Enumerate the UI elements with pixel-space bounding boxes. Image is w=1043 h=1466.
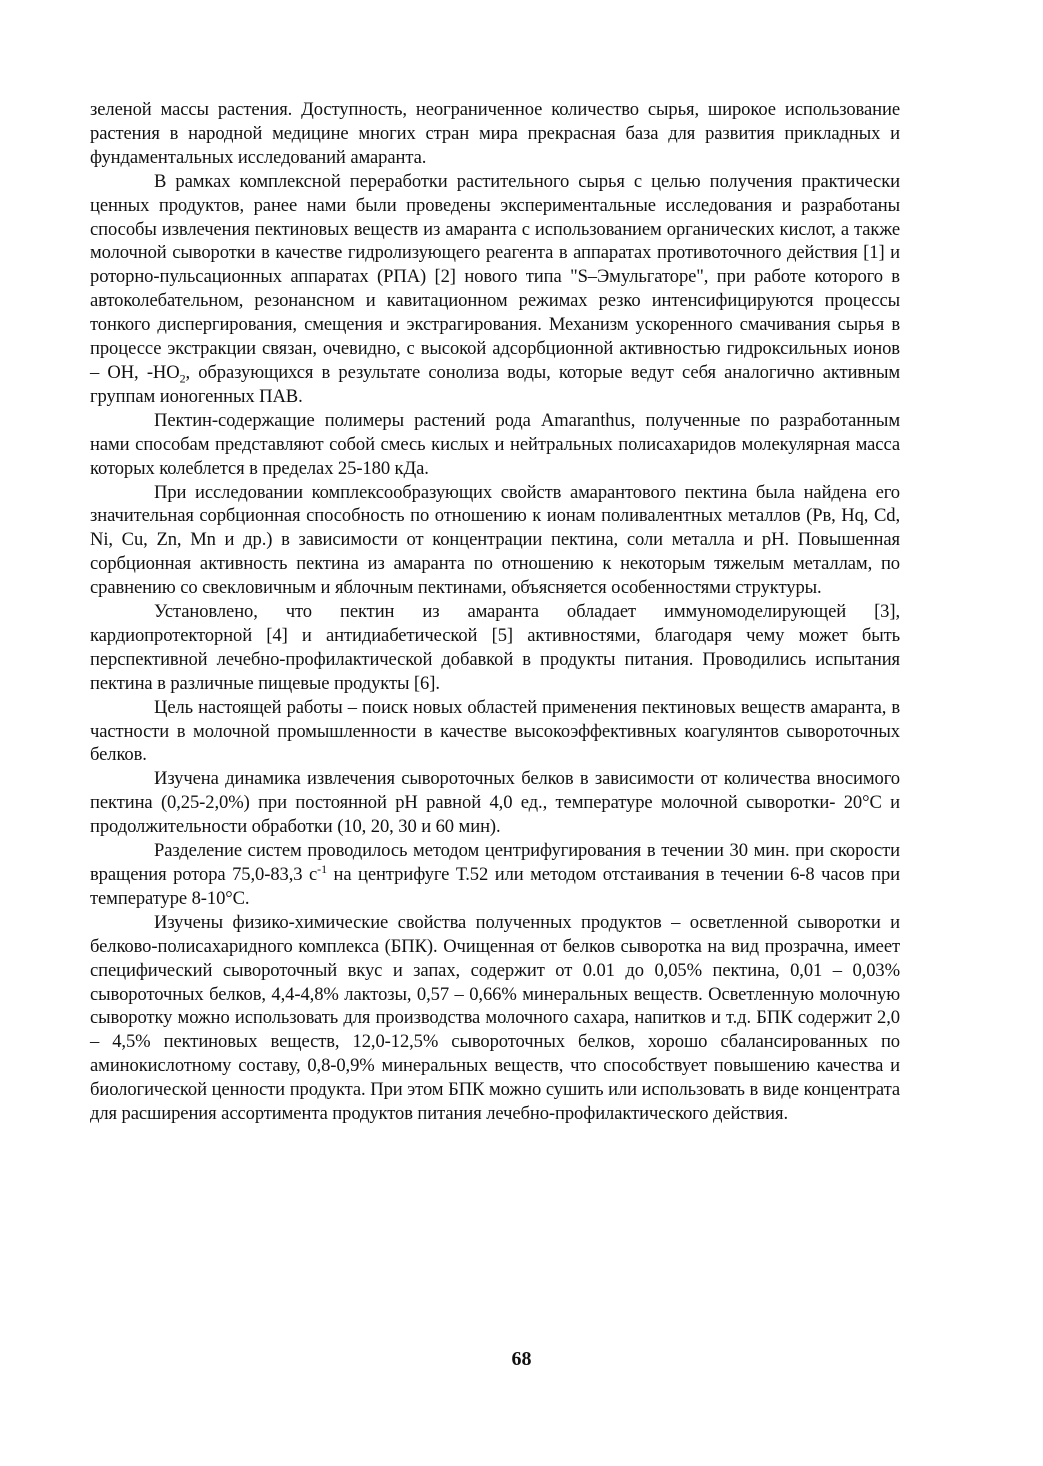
- paragraph: [90, 170, 900, 409]
- paragraph-text: При исследовании комплексообразующих свойств амарантового пектина была найдена его значительная сорбционная способность по отношению к ионам поливалентных металлов (Рв, Нq, Cd, Ni, Cu, Zn, Mn и др.) в зависимости от концентрации пектина, соли металла и рН. Повышенная сорбционная активность пектина из амаранта по отношению к некоторым тяжелым металлам, по сравнению со свекловичным и яблочным пектинами, объясняется особенностями структуры.: [90, 481, 900, 599]
- paragraph: [90, 481, 900, 601]
- paragraph: [90, 98, 900, 170]
- paragraph: [90, 767, 900, 839]
- paragraph: [90, 600, 900, 696]
- paragraph: [90, 409, 900, 481]
- page-number: 68: [511, 1348, 532, 1370]
- paragraph-text: Цель настоящей работы – поиск новых областей применения пектиновых веществ амаранта, в частности в молочной промышленности в качестве высокоэффективных коагулянтов сывороточных белков.: [90, 696, 900, 766]
- paragraph-text: на центрифуге Т.52 или методом отстаивания в течении 6-8 часов при температуре 8-10°С.: [90, 864, 900, 909]
- paragraph-text: В рамках комплексной переработки растительного сырья с целью получения практически ценных продуктов, ранее нами были проведены экспериментальные исследования и разработаны способы извлечения пектиновых веществ из амаранта с использованием органических кислот, а также молочной сыворотки в качестве гидролизующего реагента в аппаратах противоточного действия [1] и роторно-пульсационных аппаратах (РПА) [2] нового типа "S–Эмульгаторе", при работе которого в автоколебательном, резонансном и кавитационном режимах резко интенсифицируются процессы тонкого диспергирования, смещения и экстрагирования. Механизм ускоренного смачивания сырья в процессе экстракции связан, очевидно, с высокой адсорбционной активностью гидроксильных ионов – ОН, -НО: [90, 170, 900, 383]
- paragraph-text: Изучены физико-химические свойства полученных продуктов – осветленной сыворотки и белково-полисахаридного комплекса (БПК). Очищенная от белков сыворотка на вид прозрачна, имеет специфический сывороточный вкус и запах, содержит от 0.01 до 0,05% пектина, 0,01 – 0,03% сывороточных белков, 4,4-4,8% лактозы, 0,57 – 0,66% минеральных веществ. Осветленную молочную сыворотку можно использовать для производства молочного сахара, напитков и т.д. БПК содержит 2,0 – 4,5% пектиновых веществ, 12,0-12,5% сывороточных белков, хорошо сбалансированных по аминокислотному составу, 0,8-0,9% минеральных веществ, что способствует повышению качества и биологической ценности продукта. При этом БПК можно сушить или использовать в виде концентрата для расширения ассортимента продуктов питания лечебно-профилактического действия.: [90, 911, 900, 1125]
- superscript: -1: [317, 861, 327, 876]
- paragraph: [90, 839, 900, 911]
- paragraph-text: , образующихся в результате сонолиза воды, которые ведут себя аналогично активным группам ионогенных ПАВ.: [90, 361, 901, 407]
- body-text: [90, 98, 900, 1126]
- paragraph-text: Пектин-содержащие полимеры растений рода Amaranthus, полученные по разработанным нами способам представляют собой смесь кислых и нейтральных полисахаридов молекулярная масса которых колеблется в пределах 25-180 кДа.: [90, 409, 900, 479]
- paragraph-text: зеленой массы растения. Доступность, неограниченное количество сырья, широкое использование растения в народной медицине многих стран мира прекрасная база для развития прикладных и фундаментальных исследований амаранта.: [90, 99, 900, 168]
- paragraph: [90, 696, 900, 768]
- paragraph: [90, 911, 900, 1126]
- paragraph-text: Установлено, что пектин из амаранта обладает иммуномоделирующей [3], кардиопротекторной [4] и антидиабетической [5] активностями, благодаря чему может быть перспективной лечебно-профилактической добавкой в продукты питания. Проводились испытания пектина в различные пищевые продукты [6].: [90, 601, 900, 694]
- subscript: 2: [179, 371, 186, 386]
- paragraph-text: Изучена динамика извлечения сывороточных белков в зависимости от количества вносимого пектина (0,25-2,0%) при постоянной рН равной 4,0 ед., температуре молочной сыворотки- 20°С и продолжительности обработки (10, 20, 30 и 60 мин).: [90, 768, 900, 838]
- paragraph-text: Разделение систем проводилось методом центрифугирования в течении 30 мин. при скорости вращения ротора 75,0-83,3 с: [90, 840, 900, 885]
